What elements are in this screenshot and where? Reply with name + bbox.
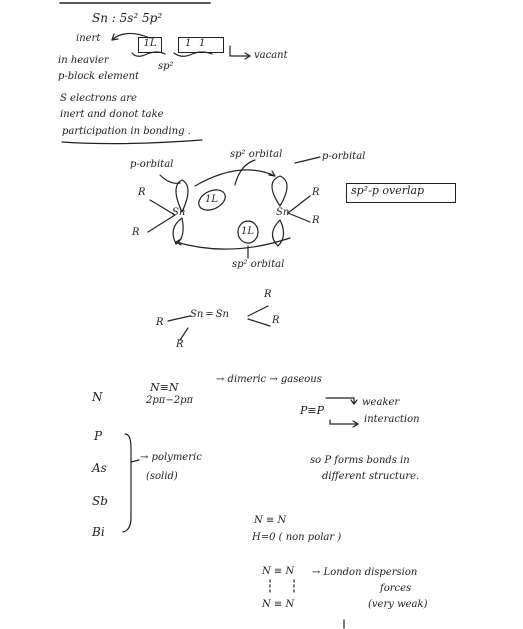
different-structure-text: different structure. <box>322 471 420 482</box>
sn-electron-config: Sn : 5s² 5p² <box>92 11 163 25</box>
orbital-box-p <box>178 37 224 53</box>
n-triple-3: N ≡ N <box>262 599 295 610</box>
element-bi: Bi <box>92 525 105 539</box>
lobe-left-electrons: 1L <box>205 194 219 205</box>
sn-right-atom: Sn <box>276 207 290 218</box>
n-triple-2: N ≡ N <box>262 566 295 577</box>
element-n: N <box>92 390 103 404</box>
dimer-r-left: R <box>156 317 164 328</box>
sp2-p-overlap-text: sp²-p overlap <box>351 184 425 197</box>
p-orbital-left-label: p-orbital <box>130 159 174 170</box>
box-p-text-2: 1 <box>199 38 206 49</box>
sop-text: so P forms bonds in <box>310 455 410 466</box>
orbital-box-s <box>138 37 162 53</box>
r-sub-4: R <box>312 215 320 226</box>
p-triple-bond: P≡P <box>300 404 325 417</box>
forces-text: forces <box>380 583 412 594</box>
sp2-p-overlap-box <box>346 183 456 203</box>
r-sub-1: R <box>138 187 146 198</box>
note-line-3: participation in bonding . <box>62 126 191 137</box>
dimer-r-right: R <box>272 315 280 326</box>
note-line-2: inert and donot take <box>60 109 164 120</box>
london-dispersion: → London dispersion <box>312 567 418 578</box>
weaker-text: weaker <box>362 397 400 408</box>
dimer-r-bottom: R <box>176 339 184 350</box>
sp2-orbital-bottom-label: sp² orbital <box>232 259 285 270</box>
solid-text: (solid) <box>146 471 178 482</box>
sp2-orbital-top-label: sp² orbital <box>230 149 283 160</box>
element-sb: Sb <box>92 494 108 508</box>
element-as: As <box>92 461 107 475</box>
dimeric-gaseous: → dimeric → gaseous <box>216 374 322 385</box>
r-sub-3: R <box>312 187 320 198</box>
sp2-label: sp² <box>158 61 174 72</box>
n-triple-1: N ≡ N <box>254 515 287 526</box>
r-sub-2: R <box>132 227 140 238</box>
box-s-text: 1L <box>143 38 157 49</box>
in-heavier-text: in heavier <box>58 55 109 66</box>
dimer-r-top: R <box>264 289 272 300</box>
very-weak-text: (very weak) <box>368 599 428 610</box>
inert-label: inert <box>76 33 101 44</box>
n2-overlap: 2pπ−2pπ <box>146 395 194 406</box>
note-line-1: S electrons are <box>60 93 137 104</box>
polymeric-text: → polymeric <box>140 452 202 463</box>
p-orbital-right-label: p-orbital <box>322 151 366 162</box>
interaction-text: interaction <box>364 414 420 425</box>
element-p: P <box>94 429 103 443</box>
p-block-text: p-block element <box>58 71 140 82</box>
n2-triple-bond: N≡N <box>150 381 179 394</box>
sn-left-atom: Sn <box>172 207 186 218</box>
vacant-label: vacant <box>254 50 288 61</box>
dipole-nonpolar: H=0 ( non polar ) <box>252 532 342 543</box>
dimer-sn-sn: Sn ═ Sn <box>190 309 229 320</box>
lobe-bottom-electrons: 1L <box>241 226 255 237</box>
box-p-text-1: 1 <box>185 38 192 49</box>
